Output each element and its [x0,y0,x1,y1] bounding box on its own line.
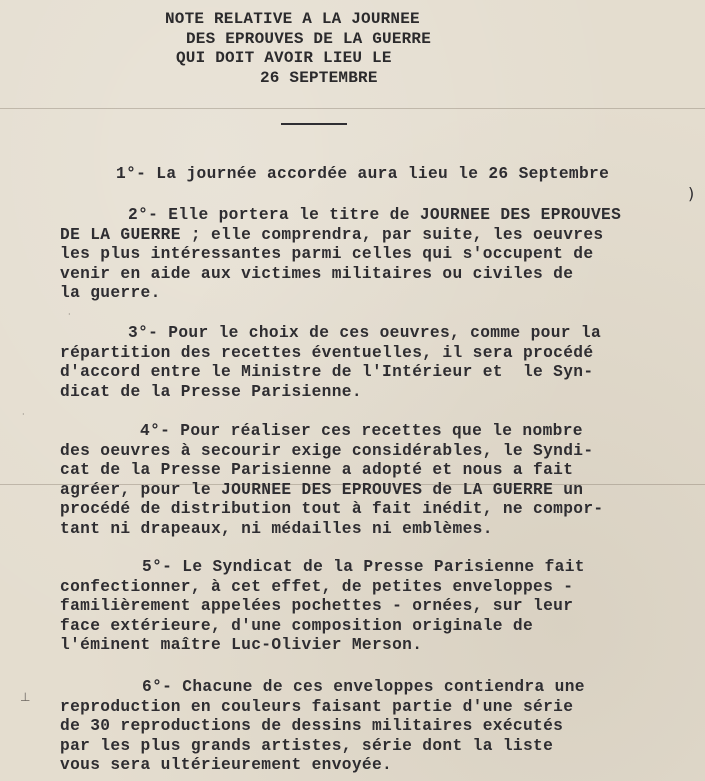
handwritten-mark: ) [688,184,695,203]
paragraph-line: répartition des recettes éventuelles, il sera procédé [60,343,594,362]
paragraph-line: familièrement appelées pochettes - ornées, sur leur [60,597,574,616]
paragraph-line: d'accord entre le Ministre de l'Intérieur et le Syn- [60,363,594,382]
paragraph-line: par les plus grands artistes, série dont la liste [60,736,554,755]
title-separator-rule [281,123,347,125]
paragraph-line: reproduction en couleurs faisant partie d'une série [60,697,574,716]
paragraph-line: 1°- La journée accordée aura lieu le 26 Septembre [116,165,610,183]
paragraph-line: les plus intéressantes parmi celles qui s'occupent de [60,245,594,264]
paragraph-line: 5°- Le Syndicat de la Presse Parisienne fait [142,558,585,576]
paragraph-2 [60,206,705,304]
margin-mark: · [22,410,25,419]
paragraph-line: 3°- Pour le choix de ces oeuvres, comme pour la [128,324,602,342]
paragraph-line: cat de la Presse Parisienne a adopté et nous a fait [60,461,574,480]
paragraph-3 [60,324,705,402]
paragraph-line: face extérieure, d'une composition originale de [60,616,534,635]
title-line-4: 26 SEPTEMBRE [260,68,378,87]
paragraph-line: des oeuvres à secourir exige considérables, le Syndi- [60,441,594,460]
paragraph-line: venir en aide aux victimes militaires ou civiles de [60,264,574,283]
paragraph-line: l'éminent maître Luc-Olivier Merson. [60,636,423,655]
paragraph-line: procédé de distribution tout à fait inédit, ne compor- [60,500,604,519]
paper-fold-line [0,108,705,109]
paragraph-line: DE LA GUERRE ; elle comprendra, par suite, les oeuvres [60,225,604,244]
title-line-3: QUI DOIT AVOIR LIEU LE [176,49,392,67]
paragraph-5 [60,558,705,656]
margin-mark: ⊥ [20,690,31,704]
paragraph-line: 2°- Elle portera le titre de JOURNEE DES EPROUVES [128,206,622,224]
paragraph-line: tant ni drapeaux, ni médailles ni emblèmes. [60,519,493,538]
paragraph-line: 4°- Pour réaliser ces recettes que le nombre [140,422,583,440]
paragraph-line: 6°- Chacune de ces enveloppes contiendra une [142,678,585,696]
margin-mark: · [68,310,71,319]
paragraph-4 [60,422,705,540]
paragraph-line: de 30 reproductions de dessins militaires exécutés [60,717,564,736]
paragraph-line: dicat de la Presse Parisienne. [60,382,362,401]
paragraph-line: la guerre. [60,284,161,303]
paragraph-line: vous sera ultérieurement envoyée. [60,756,393,775]
paragraph-line: agréer, pour le JOURNEE DES EPROUVES de LA GUERRE un [60,480,584,499]
paragraph-line: confectionner, à cet effet, de petites enveloppes - [60,577,574,596]
paragraph-6 [60,678,705,776]
title-line-1: NOTE RELATIVE A LA JOURNEE [165,10,420,28]
paragraph-1 [60,165,705,185]
title-line-2: DES EPROUVES DE LA GUERRE [186,29,432,48]
